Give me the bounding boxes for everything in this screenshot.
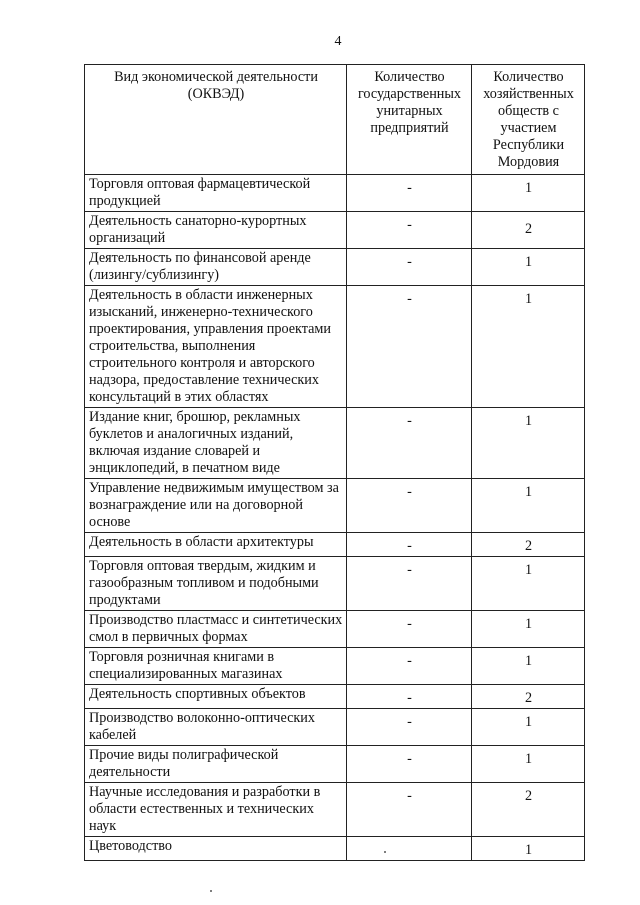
unitary-count-cell: - [347,286,472,408]
companies-count-cell: 1 [472,709,585,746]
activity-cell: Цветоводство [85,837,347,861]
companies-count-cell: 2 [472,783,585,837]
table-row [85,533,585,557]
table-row [85,557,585,611]
unitary-count-cell: - [347,746,472,783]
table-row [85,212,585,249]
companies-count-cell: 1 [472,648,585,685]
unitary-count-cell: - [347,557,472,611]
unitary-count-cell: - [347,685,472,709]
page-number: 4 [334,34,342,49]
unitary-count-cell: - [347,212,472,249]
companies-count-cell: 1 [472,175,585,212]
companies-count-cell: 1 [472,611,585,648]
unitary-count-cell: - [347,709,472,746]
table-row [85,746,585,783]
companies-count-cell: 1 [472,746,585,783]
companies-count-cell: 2 [472,685,585,709]
table-row [85,286,585,408]
header-unitary-enterprises: Количество государственных унитарных предприятий [347,65,472,175]
unitary-count-cell: - [347,175,472,212]
unitary-count-cell [347,837,472,861]
table-row [85,249,585,286]
table-row [85,648,585,685]
table-row [85,783,585,837]
scan-speck [210,890,212,892]
activity-cell: Торговля оптовая фармацевтической продукцией [85,175,347,212]
unitary-count-cell: - [347,408,472,479]
unitary-count-cell: - [347,249,472,286]
table-row [85,685,585,709]
activity-cell: Деятельность спортивных объектов [85,685,347,709]
activity-cell: Производство пластмасс и синтетических смол в первичных формах [85,611,347,648]
companies-count-cell: 1 [472,249,585,286]
activity-cell: Торговля розничная книгами в специализированных магазинах [85,648,347,685]
activity-cell: Производство волоконно-оптических кабелей [85,709,347,746]
okved-table [84,64,585,861]
activity-cell: Издание книг, брошюр, рекламных буклетов и аналогичных изданий, включая издание словарей и энциклопедий, в печатном виде [85,408,347,479]
header-business-companies: Количество хозяйственных обществ с участием Республики Мордовия [472,65,585,175]
activity-cell: Научные исследования и разработки в области естественных и технических наук [85,783,347,837]
activity-cell: Деятельность в области архитектуры [85,533,347,557]
unitary-count-cell: - [347,479,472,533]
unitary-count-cell: - [347,783,472,837]
companies-count-cell: 2 [472,533,585,557]
table-row [85,837,585,861]
activity-cell: Деятельность по финансовой аренде (лизингу/сублизингу) [85,249,347,286]
activity-cell: Деятельность в области инженерных изысканий, инженерно-технического проектирования, управления проектами строительства, выполнения строительного контроля и авторского надзора, предоставление технических консультаций в этих областях [85,286,347,408]
activity-cell: Управление недвижимым имуществом за вознаграждение или на договорной основе [85,479,347,533]
companies-count-cell: 1 [472,286,585,408]
companies-count-cell: 1 [472,557,585,611]
table-header-row [85,65,585,175]
header-activity: Вид экономической деятельности (ОКВЭД) [85,65,347,175]
table-row [85,479,585,533]
activity-cell: Деятельность санаторно-курортных организаций [85,212,347,249]
companies-count-cell: 1 [472,837,585,861]
table-row [85,175,585,212]
unitary-count-cell: - [347,611,472,648]
companies-count-cell: 1 [472,479,585,533]
table-row [85,408,585,479]
companies-count-cell: 2 [472,212,585,249]
unitary-count-cell: - [347,648,472,685]
table-row [85,709,585,746]
scan-speck [384,851,386,853]
activity-cell: Торговля оптовая твердым, жидким и газообразным топливом и подобными продуктами [85,557,347,611]
unitary-count-cell: - [347,533,472,557]
activity-cell: Прочие виды полиграфической деятельности [85,746,347,783]
companies-count-cell: 1 [472,408,585,479]
table-row [85,611,585,648]
